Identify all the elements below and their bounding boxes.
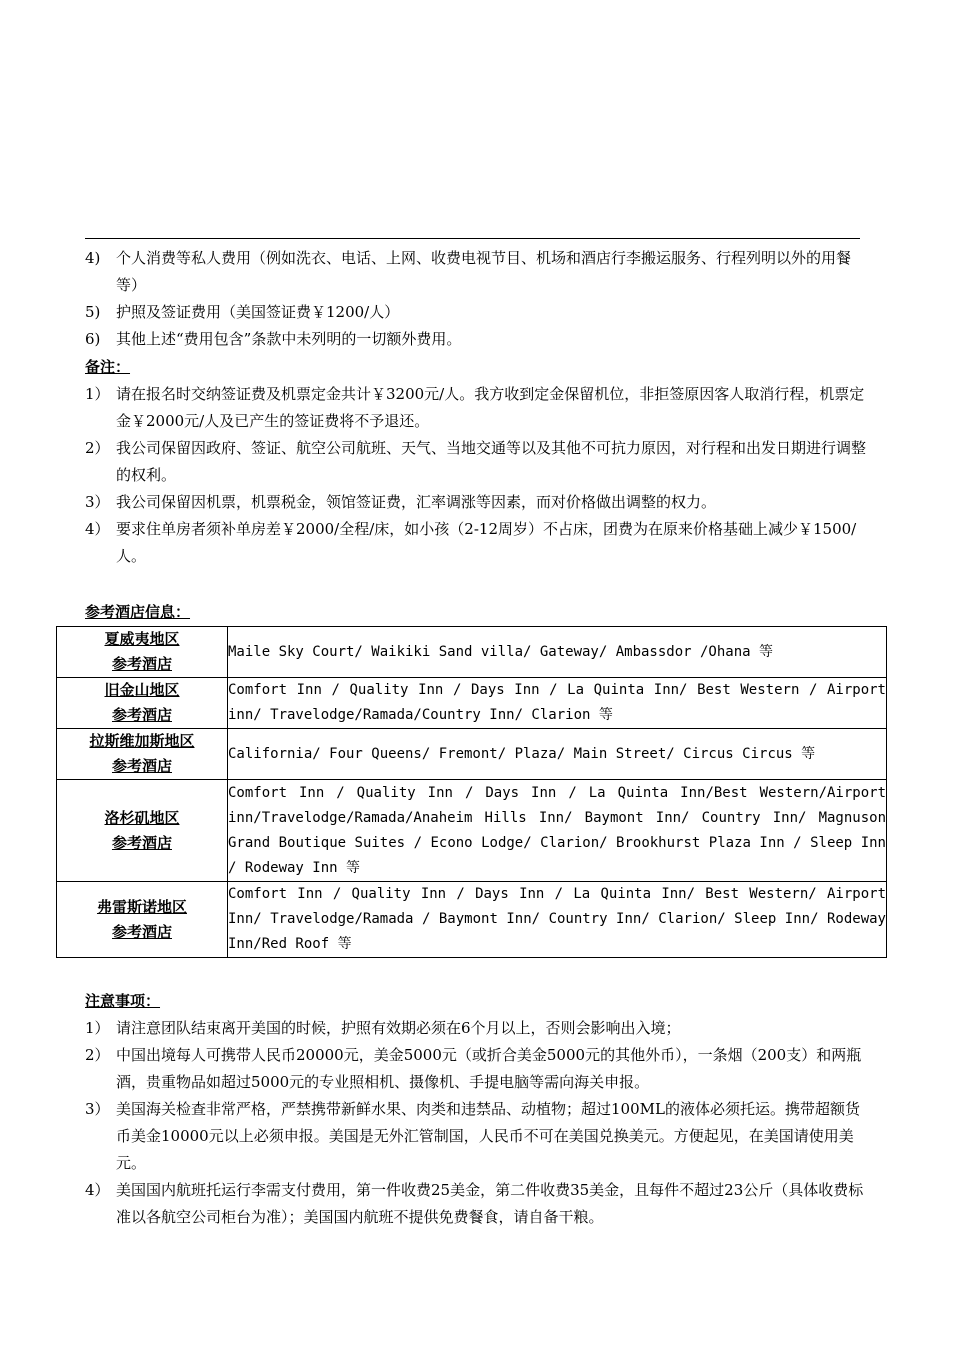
item-text: 中国出境每人可携带人民币20000元，美金5000元（或折合美金5000元的其他外币），一条烟（200支）和两瓶酒，贵重物品如超过5000元的专业照相机、摄像机、手提电脑等需向海关申报。 (116, 1046, 862, 1091)
list-item (85, 516, 870, 570)
region-suffix: 参考酒店 (111, 706, 172, 724)
item-text: 其他上述“费用包含”条款中未列明的一切额外费用。 (116, 330, 462, 348)
item-number: 3） (85, 1100, 110, 1118)
item-text: 美国海关检查非常严格，严禁携带新鲜水果、肉类和违禁品、动植物；超过100ML的液体必须托运。携带超额货币美金10000元以上必须申报。美国是无外汇管制国，人民币不可在美国兑换美元。方便起见，在美国请使用美元。 (116, 1100, 860, 1172)
item-number: 4） (85, 1181, 110, 1199)
item-number: 3） (85, 493, 110, 511)
list-item (85, 1015, 870, 1042)
region-cell (57, 780, 228, 882)
region-name: 旧金山地区 (104, 681, 180, 699)
region-cell (57, 627, 228, 678)
item-number: 4） (85, 520, 110, 538)
list-item (85, 435, 870, 489)
list-item (85, 1177, 870, 1231)
header-rule (85, 238, 860, 239)
region-suffix: 参考酒店 (111, 757, 172, 775)
table-row (57, 729, 887, 780)
item-number: 2） (85, 1046, 110, 1064)
region-name: 弗雷斯诺地区 (96, 897, 187, 916)
remarks-heading: 备注： (85, 358, 131, 376)
hotels-heading: 参考酒店信息： (85, 603, 191, 621)
list-item (85, 326, 870, 353)
item-number: 1） (85, 1019, 110, 1037)
region-name: 拉斯维加斯地区 (89, 732, 195, 750)
item-text: 我公司保留因机票，机票税金，领馆签证费，汇率调涨等因素，而对价格做出调整的权力。 (116, 493, 717, 511)
region-name: 夏威夷地区 (104, 630, 180, 648)
fees-excluded-list (85, 245, 870, 353)
hotels-table (56, 626, 887, 958)
list-item (85, 381, 870, 435)
hotel-list-cell: Comfort Inn / Quality Inn / Days Inn / La Quinta Inn/ Best Western / Airport inn/ Travelodge/Ramada/Country Inn/ Clarion 等 (228, 678, 887, 729)
region-suffix: 参考酒店 (111, 922, 172, 941)
item-text: 我公司保留因政府、签证、航空公司航班、天气、当地交通等以及其他不可抗力原因，对行程和出发日期进行调整的权利。 (116, 439, 867, 484)
region-name: 洛杉矶地区 (104, 808, 180, 827)
item-number: 4) (85, 249, 101, 267)
item-text: 请在报名时交纳签证费及机票定金共计￥3200元/人。我方收到定金保留机位，非拒签原因客人取消行程，机票定金￥2000元/人及已产生的签证费将不予退还。 (116, 385, 865, 430)
hotel-list-cell: Comfort Inn / Quality Inn / Days Inn / La Quinta Inn/ Best Western/ Airport Inn/ Travelodge/Ramada / Baymont Inn/ Country Inn/ Clarion/ Sleep Inn/ Rodeway Inn/Red Roof 等 (228, 882, 887, 958)
item-number: 2） (85, 439, 110, 457)
item-text: 请注意团队结束离开美国的时候，护照有效期必须在6个月以上，否则会影响出入境； (116, 1019, 681, 1037)
item-number: 1） (85, 385, 110, 403)
item-text: 护照及签证费用（美国签证费￥1200/人） (116, 303, 400, 321)
item-text: 要求住单房者须补单房差￥2000/全程/床，如小孩（2-12周岁）不占床，团费为在原来价格基础上减少￥1500/人。 (116, 520, 857, 565)
region-cell (57, 882, 228, 958)
hotel-list-cell: Maile Sky Court/ Waikiki Sand villa/ Gateway/ Ambassdor /Ohana 等 (228, 627, 887, 678)
region-cell (57, 729, 228, 780)
list-item (85, 1042, 870, 1096)
table-row (57, 780, 887, 882)
list-item (85, 489, 870, 516)
region-suffix: 参考酒店 (111, 833, 172, 852)
item-text: 美国国内航班托运行李需支付费用，第一件收费25美金，第二件收费35美金，且每件不超过23公斤（具体收费标准以各航空公司柜台为准）；美国国内航班不提供免费餐食，请自备干粮。 (116, 1181, 864, 1226)
remarks-section (85, 354, 870, 570)
list-item (85, 1096, 870, 1177)
item-text: 个人消费等私人费用（例如洗衣、电话、上网、收费电视节目、机场和酒店行李搬运服务、行程列明以外的用餐等） (116, 249, 852, 294)
hotel-list-cell: California/ Four Queens/ Fremont/ Plaza/ Main Street/ Circus Circus 等 (228, 729, 887, 780)
table-row (57, 627, 887, 678)
list-item (85, 299, 870, 326)
region-suffix: 参考酒店 (111, 655, 172, 673)
hotels-section (85, 599, 870, 626)
notes-section (85, 988, 870, 1231)
region-cell (57, 678, 228, 729)
hotel-list-cell: Comfort Inn / Quality Inn / Days Inn / La Quinta Inn/Best Western/Airport inn/Travelodge/Ramada/Anaheim Hills Inn/ Baymont Inn/ Country Inn/ Magnuson Grand Boutique Suites / Econo Lodge/ Clarion/ Brookhurst Plaza Inn / Sleep Inn / Rodeway Inn 等 (228, 780, 887, 882)
list-item (85, 245, 870, 299)
item-number: 6) (85, 330, 101, 348)
table-row (57, 678, 887, 729)
item-number: 5) (85, 303, 101, 321)
notes-heading: 注意事项： (85, 992, 161, 1010)
table-row (57, 882, 887, 958)
